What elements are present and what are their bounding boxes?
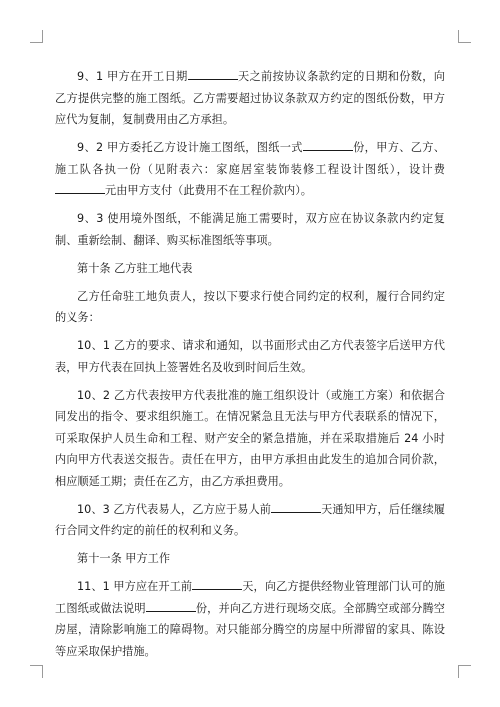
text-run: 份，甲方、乙方、施工队各执一份（见附表六：家庭居室装饰装修工程设计图纸），设计费 bbox=[55, 141, 445, 176]
clause-10-3 bbox=[55, 499, 445, 542]
crop-mark-bottom-left bbox=[30, 665, 43, 678]
clause-10-2 bbox=[55, 385, 445, 493]
fill-in-blank bbox=[146, 599, 196, 612]
text-run: 天，向乙方提供经物业管理部门认可的施工图纸或做法说明 bbox=[55, 580, 445, 615]
clause-9-2 bbox=[55, 137, 445, 202]
fill-in-blank bbox=[192, 577, 242, 590]
text-run: 份，并向乙方进行现场交底。全部腾空或部分腾空房屋，清除影响施工的障碍物。对只能部分腾空的房屋中所滞留的家具、陈设等应采取保护措施。 bbox=[55, 601, 445, 658]
text-run: 10、3 乙方代表易人，乙方应于易人前 bbox=[77, 502, 272, 516]
text-run: 9、2 甲方委托乙方设计施工图纸，图纸一式 bbox=[77, 141, 303, 154]
text-run: 天通知甲方，后任继续履行合同文件约定的前任的权利和义务。 bbox=[55, 502, 445, 537]
article-10-heading bbox=[55, 258, 445, 280]
fill-in-blank bbox=[271, 500, 321, 513]
text-run: 9、3 使用境外图纸，不能满足施工需要时，双方应在协议条款内约定复制、重新绘制、翻译、购买标准图纸等事项。 bbox=[55, 212, 445, 247]
fill-in-blank bbox=[188, 67, 238, 80]
text-run: 乙方任命驻工地负责人，按以下要求行使合同约定的权利，履行合同约定的义务： bbox=[55, 289, 445, 324]
text-run: 第十条 乙方驻工地代表 bbox=[77, 261, 193, 275]
crop-mark-top-left bbox=[30, 30, 43, 43]
clause-10-1 bbox=[55, 335, 445, 378]
text-run: 天之前按协议条款约定的日期和份数，向乙方提供完整的施工图纸。乙方需要超过协议条款双方约定的图纸份数，甲方应代为复制，复制费用由乙方承担。 bbox=[55, 70, 445, 126]
article-11-heading bbox=[55, 548, 445, 570]
clause-9-1 bbox=[55, 66, 445, 131]
crop-mark-top-right bbox=[458, 30, 471, 43]
text-run: 9、1 甲方在开工日期 bbox=[77, 70, 188, 83]
text-run: 10、2 乙方代表按甲方代表批准的施工组织设计（或施工方案）和依据合同发出的指令、要求组织施工。在情况紧急且无法与甲方代表联系的情况下，可采取保护人员生命和工程、财产安全的紧急措施，并在采取措施后 24 小时内向甲方代表送交报告。责任在甲方，由甲方承担由此发生的追加合同价款，相应顺延工期；责任在乙方，由乙方承担费用。 bbox=[55, 388, 445, 488]
article-10-intro bbox=[55, 286, 445, 329]
clause-11-1 bbox=[55, 576, 445, 662]
text-run: 第十一条 甲方工作 bbox=[77, 552, 171, 565]
document-body bbox=[55, 66, 445, 669]
fill-in-blank bbox=[55, 181, 105, 194]
fill-in-blank bbox=[303, 138, 353, 151]
crop-mark-bottom-right bbox=[458, 665, 471, 678]
text-run: 10、1 乙方的要求、请求和通知，以书面形式由乙方代表签字后送甲方代表，甲方代表在回执上签署姓名及收到时间后生效。 bbox=[55, 339, 445, 374]
text-run: 11、1 甲方应在开工前 bbox=[77, 580, 193, 593]
clause-9-3 bbox=[55, 208, 445, 251]
text-run: 元由甲方支付（此费用不在工程价款内）。 bbox=[105, 184, 312, 197]
